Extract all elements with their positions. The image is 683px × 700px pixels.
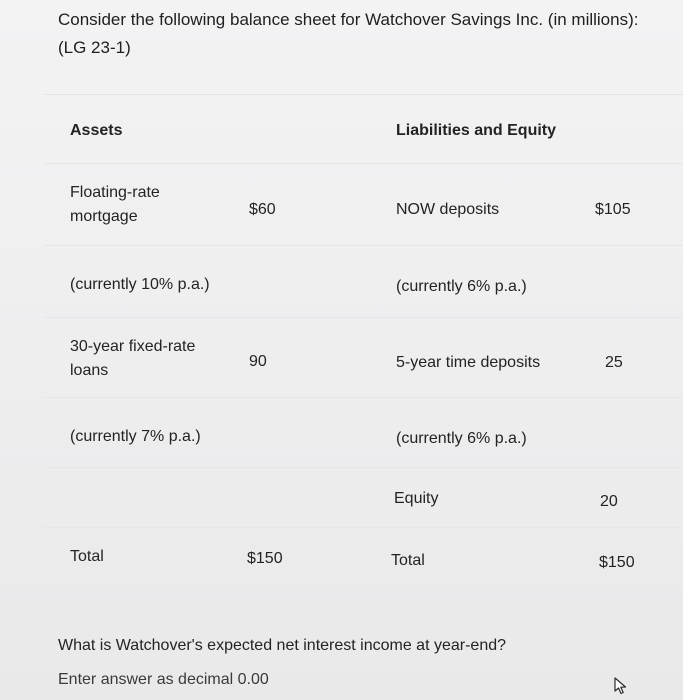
liabilities-equity-heading: Liabilities and Equity [396,122,557,139]
liabilities-total-label: Total [391,552,425,569]
liab-time-deposits-value: 25 [605,354,623,371]
row-divider [44,527,683,528]
asset-floating-rate-value: $60 [249,201,276,218]
assets-total-label: Total [70,548,104,565]
row-divider [44,317,683,318]
asset-label-line: mortgage [70,208,138,225]
assets-total-value: $150 [247,550,283,567]
asset-floating-rate-note: (currently 10% p.a.) [70,276,210,293]
question-text: What is Watchover's expected net interest income at year-end? [58,637,507,654]
liab-now-deposits-value: $105 [595,201,631,218]
row-divider [44,467,683,468]
problem-statement-line-1: Consider the following balance sheet for Watchover Savings Inc. (in millions): [58,10,639,29]
row-divider [44,163,683,164]
asset-label-line: Floating-rate [70,184,160,201]
row-divider [44,397,683,398]
liab-now-deposits-note: (currently 6% p.a.) [396,278,527,295]
answer-format-hint: Enter answer as decimal 0.00 [58,671,269,688]
equity-value: 20 [600,493,618,510]
liabilities-total-value: $150 [599,554,635,571]
asset-floating-rate-label [70,181,160,229]
liab-time-deposits-label: 5-year time deposits [396,354,541,371]
liab-time-deposits-note: (currently 6% p.a.) [396,430,527,447]
problem-statement-line-2: (LG 23-1) [58,38,131,57]
row-divider [44,245,683,246]
asset-fixed-rate-value: 90 [249,353,267,370]
asset-label-line: loans [70,362,109,379]
equity-label: Equity [394,490,439,507]
liab-now-deposits-label: NOW deposits [396,201,500,218]
asset-fixed-rate-label [70,335,195,383]
balance-sheet-table [44,94,683,601]
assets-heading: Assets [70,122,123,139]
mouse-pointer-icon [613,677,629,695]
problem-statement [58,6,678,62]
asset-label-line: 30-year fixed-rate [70,338,196,355]
asset-fixed-rate-note: (currently 7% p.a.) [70,428,201,445]
